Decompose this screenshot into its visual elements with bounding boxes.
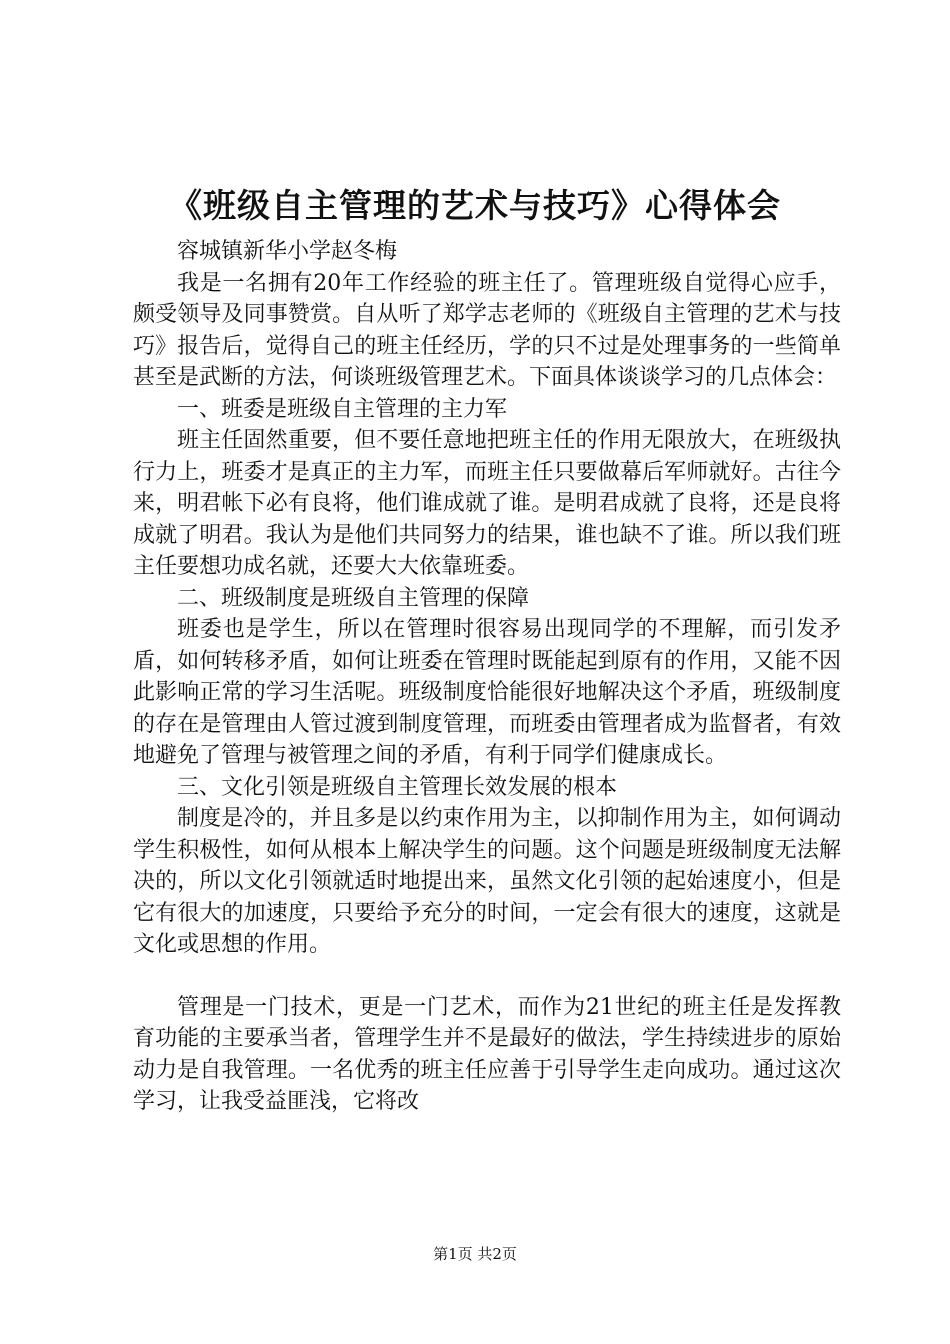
document-body xyxy=(133,236,841,1118)
paragraph-section-3: 制度是冷的，并且多是以约束作用为主，以抑制作用为主，如何调动学生积极性，如何从根本上解决学生的问题。这个问题是班级制度无法解决的，所以文化引领就适时地提出来，虽然文化引领的起始速度小，但是它有很大的加速度，只要给予充分的时间，一定会有很大的速度，这就是文化或思想的作用。 xyxy=(133,806,841,957)
page-number-footer: 第1页 共2页 xyxy=(433,1245,517,1263)
paragraph-intro: 我是一名拥有20年工作经验的班主任了。管理班级自觉得心应手，颇受领导及同事赞赏。自从听了郑学志老师的《班级自主管理的艺术与技巧》报告后，觉得自己的班主任经历，学的只不过是处理事务的一些简单甚至是武断的方法，何谈班级管理艺术。下面具体谈谈学习的几点体会： xyxy=(133,270,841,390)
paragraph-conclusion: 管理是一门技术，更是一门艺术，而作为21世纪的班主任是发挥教育功能的主要承当者，管理学生并不是最好的做法，学生持续进步的原始动力是自我管理。一名优秀的班主任应善于引导学生走向成功。通过这次学习，让我受益匪浅，它将改 xyxy=(133,994,841,1114)
section-heading-2: 二、班级制度是班级自主管理的保障 xyxy=(177,585,530,611)
document-title: 《班级自主管理的艺术与技巧》心得体会 xyxy=(169,186,781,225)
paragraph-section-2: 班委也是学生，所以在管理时很容易出现同学的不理解，而引发矛盾，如何转移矛盾，如何让班委在管理时既能起到原有的作用，又能不因此影响正常的学习生活呢。班级制度恰能很好地解决这个矛盾，班级制度的存在是管理由人管过渡到制度管理，而班委由管理者成为监督者，有效地避免了管理与被管理之间的矛盾，有利于同学们健康成长。 xyxy=(133,617,841,768)
paragraph-section-1: 班主任固然重要，但不要任意地把班主任的作用无限放大，在班级执行力上，班委才是真正的主力军，而班主任只要做幕后军师就好。古往今来，明君帐下必有良将，他们谁成就了谁。是明君成就了良将，还是良将成就了明君。我认为是他们共同努力的结果，谁也缺不了谁。所以我们班主任要想功成名就，还要大大依靠班委。 xyxy=(133,428,841,579)
section-heading-3: 三、文化引领是班级自主管理长效发展的根本 xyxy=(177,774,618,800)
author-line: 容城镇新华小学赵冬梅 xyxy=(177,239,398,264)
section-heading-1: 一、班委是班级自主管理的主力军 xyxy=(177,396,508,422)
